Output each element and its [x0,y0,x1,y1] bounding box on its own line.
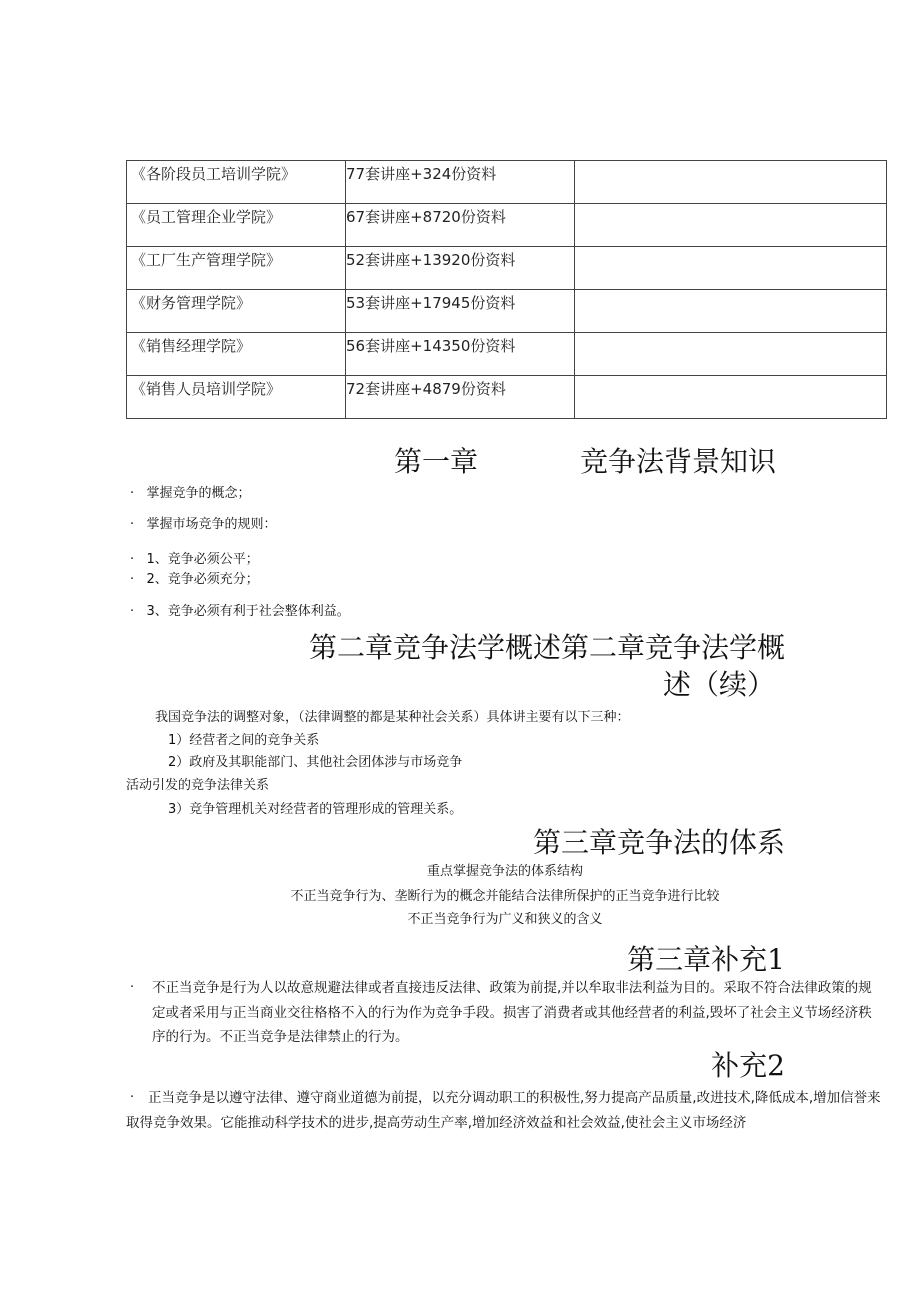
chapter3-line: 不正当竞争行为、垄断行为的概念并能结合法律所保护的正当竞争进行比较 [290,889,720,904]
academy-extra [575,333,887,376]
academy-name: 《员工管理企业学院》 [127,204,346,247]
table-row [127,376,887,419]
academy-extra [575,204,887,247]
chapter3-line: 重点掌握竞争法的体系结构 [426,864,583,879]
table-row [127,333,887,376]
academy-extra [575,376,887,419]
academy-content: 67套讲座+8720份资料 [346,204,575,247]
academy-name: 《财务管理学院》 [127,290,346,333]
academy-extra [575,161,887,204]
table-row [127,247,887,290]
academy-extra [575,247,887,290]
bullet-item: · 3、竞争必须有利于社会整体利益。 [130,604,350,619]
supplement1-text: 不正当竞争是行为人以故意规避法律或者直接违反法律、政策为前提,并以牟取非法利益为目的。采取不符合法律政策的规定或者采用与正当商业交往格格不入的行为作为竞争手段。损害了消费者或其他经营者的利益,毁坏了社会主义节场经济秩序的行为。不正当竞争是法律禁止的行为。 [152,980,872,1045]
chapter2-title-line2: 述（续） [662,668,775,701]
academy-content: 53套讲座+17945份资料 [346,290,575,333]
bullet-dot: · [130,980,135,995]
bullet-item: · 1、竞争必须公平； [130,552,259,567]
chapter2-item: 1）经营者之间的竞争关系 [168,733,320,748]
bullet-item: · 掌握竞争的概念； [130,486,251,501]
chapter2-item-cont: 活动引发的竞争法律关系 [126,778,270,793]
academy-name: 《销售经理学院》 [127,333,346,376]
chapter2-item: 2）政府及其职能部门、其他社会团体涉与市场竞争 [168,755,463,770]
bullet-item: · 掌握市场竞争的规则： [130,517,277,532]
academy-content: 77套讲座+324份资料 [346,161,575,204]
chapter2-intro: 我国竞争法的调整对象，（法律调整的都是某种社会关系）具体讲主要有以下三种： [155,710,630,725]
academy-name: 《工厂生产管理学院》 [127,247,346,290]
academy-content: 72套讲座+4879份资料 [346,376,575,419]
academy-name: 《各阶段员工培训学院》 [127,161,346,204]
table-row [127,204,887,247]
chapter2-title-line1: 第二章竞争法学概述第二章竞争法学概 [308,631,785,664]
chapter1-number: 第一章 [394,445,479,478]
supplement2-title: 补充2 [711,1049,785,1082]
table-row [127,290,887,333]
chapter2-item: 3）竞争管理机关对经营者的管理形成的管理关系。 [168,802,463,817]
chapter3-title: 第三章竞争法的体系 [532,826,785,859]
academy-content: 56套讲座+14350份资料 [346,333,575,376]
chapter3-line: 不正当竞争行为广义和狭义的含义 [407,912,603,927]
bullet-dot: · [130,1090,135,1105]
academy-name: 《销售人员培训学院》 [127,376,346,419]
table-row [127,161,887,204]
chapter1-title: 竞争法背景知识 [580,445,777,478]
academy-content: 52套讲座+13920份资料 [346,247,575,290]
supplement1-title: 第三章补充1 [627,943,785,976]
academy-extra [575,290,887,333]
bullet-item: · 2、竞争必须充分； [130,572,259,587]
academy-table [126,160,887,419]
supplement2-text: 正当竞争是以遵守法律、遵守商业道德为前提，以充分调动职工的积极性,努力提高产品质量,改进技术,降低成本,增加信誉来取得竞争效果。它能推动科学技术的进步,提高劳动生产率,增加经济效益和社会效益,使社会主义市场经济 [126,1090,881,1131]
